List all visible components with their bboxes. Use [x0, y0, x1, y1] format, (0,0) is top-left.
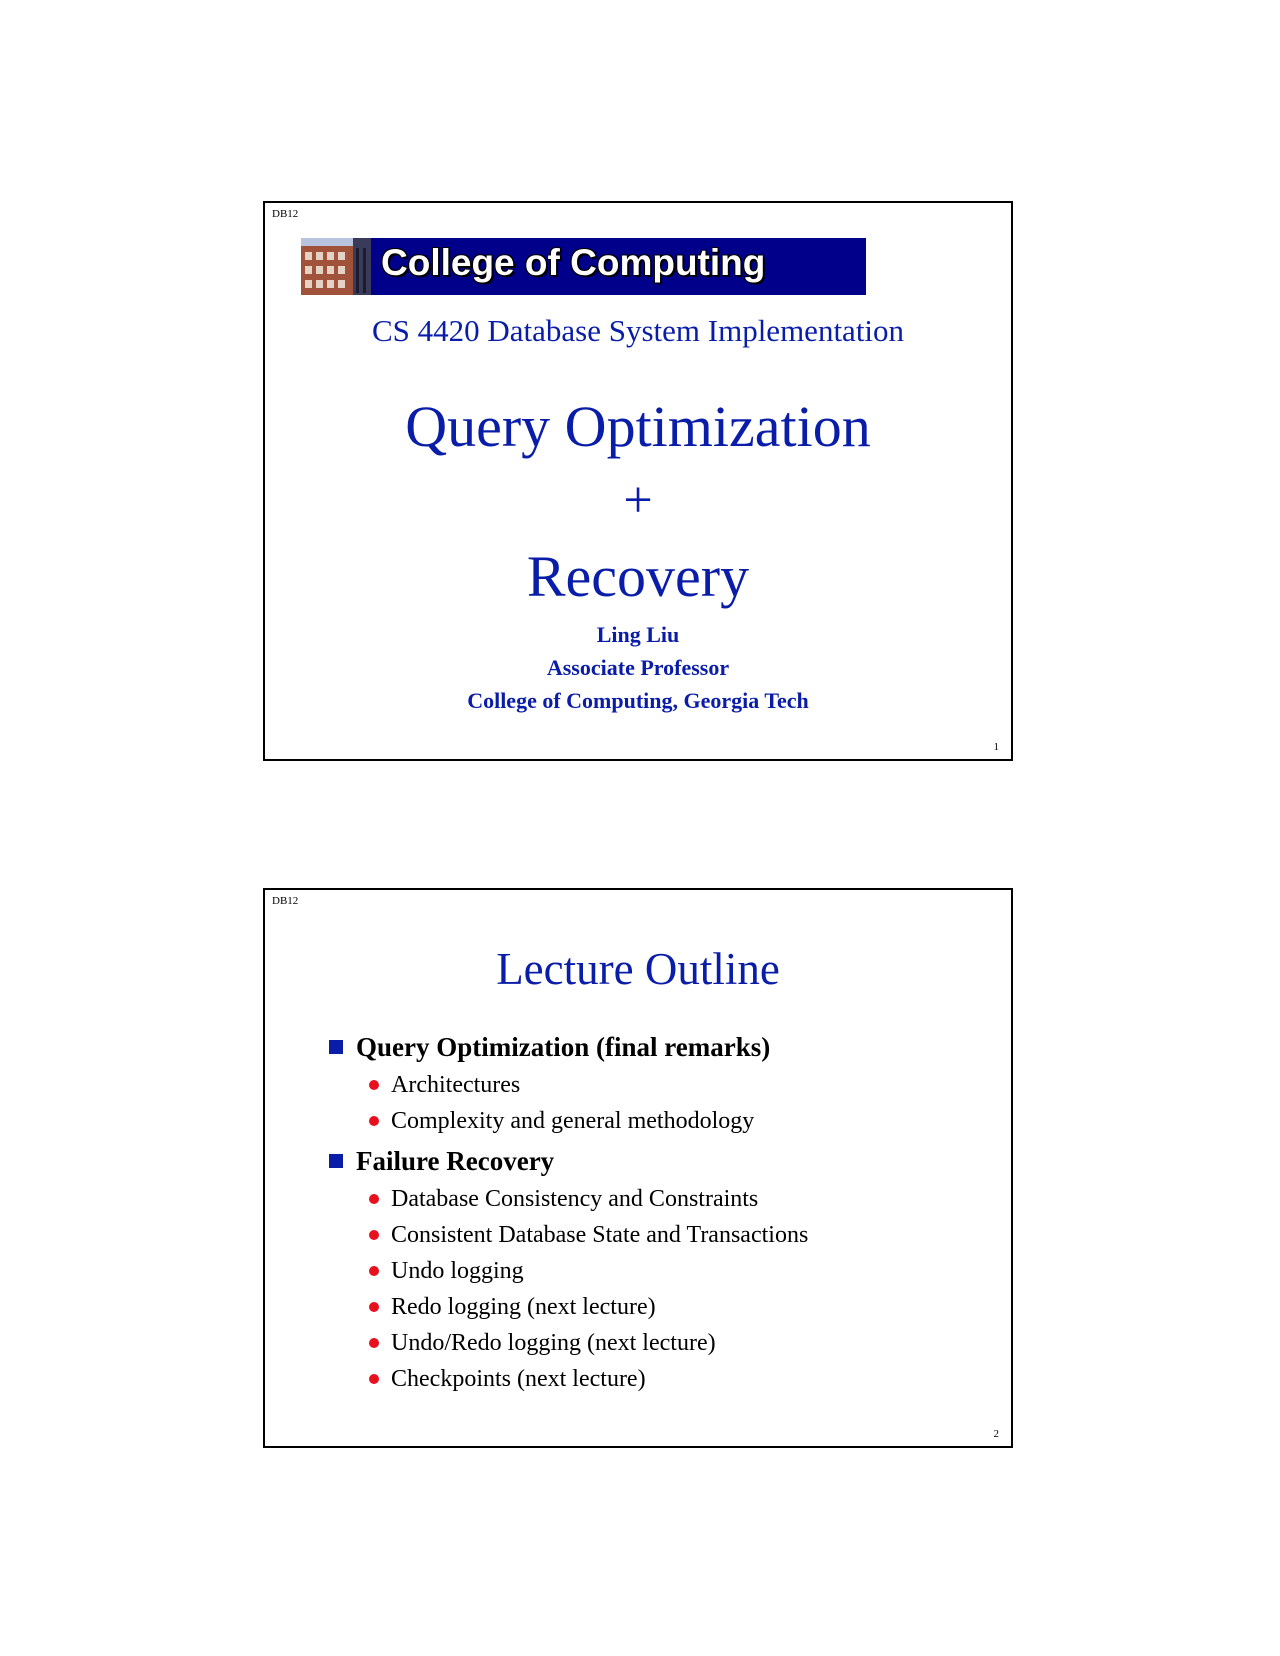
- list-item: [369, 1361, 989, 1397]
- list-item: [369, 1325, 989, 1361]
- slide-title-main: Query Optimization: [405, 394, 871, 459]
- slide-title-second: Recovery: [526, 544, 750, 609]
- plus-sign: +: [623, 472, 653, 529]
- college-of-computing-logo: [301, 238, 866, 295]
- dot-bullet-icon: [369, 1230, 379, 1240]
- outline-list: [329, 1027, 989, 1399]
- slide-1: [263, 201, 1013, 761]
- banner-text: College of Computing: [381, 242, 766, 283]
- sub-list: [329, 1181, 989, 1397]
- dot-bullet-icon: [369, 1266, 379, 1276]
- slide-2: [263, 888, 1013, 1448]
- list-item: [369, 1181, 989, 1217]
- dot-bullet-icon: [369, 1374, 379, 1384]
- list-item-label: Complexity and general methodology: [391, 1107, 755, 1134]
- slide-corner-label: DB12: [272, 208, 299, 220]
- author-affiliation: College of Computing, Georgia Tech: [467, 688, 809, 713]
- square-bullet-icon: [329, 1040, 343, 1054]
- slide-corner-label: DB12: [272, 895, 299, 907]
- building-photo-icon: [301, 238, 371, 295]
- section-heading: [329, 1141, 989, 1181]
- list-item: [369, 1289, 989, 1325]
- list-item: [369, 1253, 989, 1289]
- list-item-label: Consistent Database State and Transactions: [391, 1221, 809, 1248]
- list-item-label: Database Consistency and Constraints: [391, 1185, 759, 1212]
- square-bullet-icon: [329, 1154, 343, 1168]
- slide-title: Lecture Outline: [496, 944, 780, 994]
- author-name: Ling Liu: [596, 622, 680, 647]
- dot-bullet-icon: [369, 1194, 379, 1204]
- dot-bullet-icon: [369, 1116, 379, 1126]
- outline-section: [329, 1027, 989, 1139]
- list-item-label: Architectures: [391, 1071, 521, 1098]
- list-item: [369, 1217, 989, 1253]
- slide-number: 2: [993, 1428, 999, 1440]
- sub-list: [329, 1067, 989, 1139]
- course-title: CS 4420 Database System Implementation: [371, 313, 905, 348]
- list-item-label: Undo logging: [391, 1257, 524, 1284]
- slide-number: 1: [993, 741, 999, 753]
- list-item-label: Checkpoints (next lecture): [391, 1365, 646, 1392]
- section-label: Failure Recovery: [356, 1145, 555, 1176]
- section-heading: [329, 1027, 989, 1067]
- list-item: [369, 1067, 989, 1103]
- dot-bullet-icon: [369, 1338, 379, 1348]
- section-label: Query Optimization (final remarks): [356, 1031, 771, 1062]
- list-item-label: Redo logging (next lecture): [391, 1293, 656, 1320]
- dot-bullet-icon: [369, 1302, 379, 1312]
- list-item: [369, 1103, 989, 1139]
- outline-section: [329, 1141, 989, 1397]
- dot-bullet-icon: [369, 1080, 379, 1090]
- list-item-label: Undo/Redo logging (next lecture): [391, 1329, 716, 1356]
- author-position: Associate Professor: [546, 655, 730, 680]
